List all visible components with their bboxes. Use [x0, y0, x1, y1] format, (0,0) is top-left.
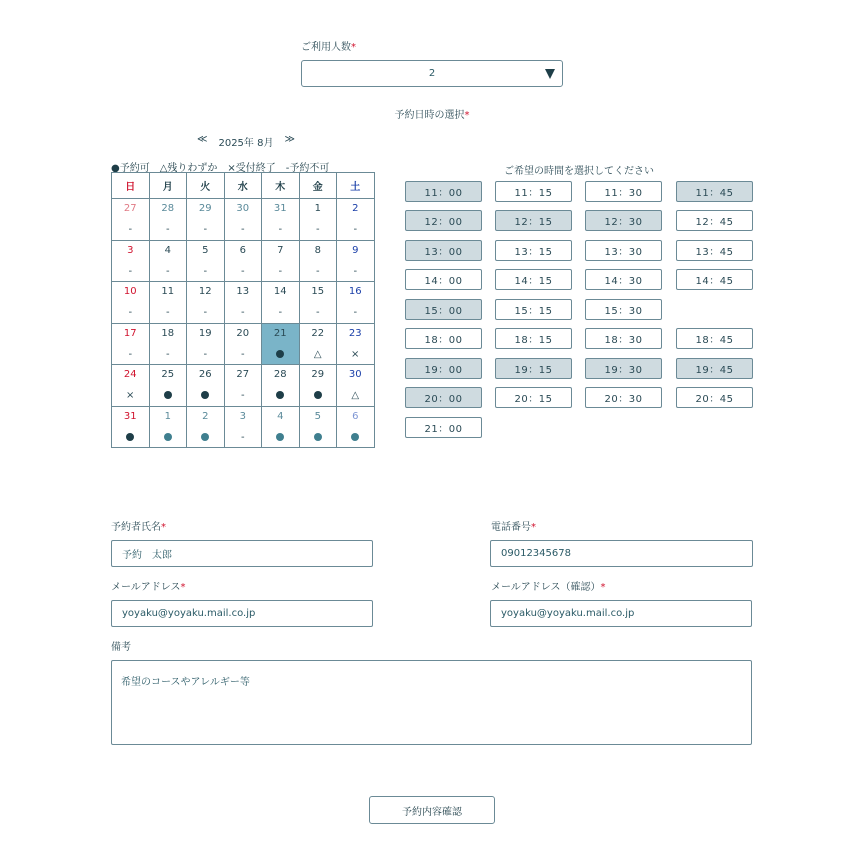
availability-mark: -: [240, 390, 245, 401]
availability-mark: -: [240, 431, 245, 443]
availability-mark: -: [203, 348, 208, 360]
notes-textarea[interactable]: [111, 660, 752, 745]
time-slot-button[interactable]: 14：45: [676, 269, 753, 290]
availability-mark: -: [240, 307, 245, 318]
day-number: 4: [164, 244, 171, 256]
day-number: 3: [127, 244, 134, 256]
time-slot-button[interactable]: 14：15: [495, 269, 572, 290]
party-size-select[interactable]: [301, 60, 563, 87]
availability-mark: -: [128, 307, 133, 318]
email-label: メールアドレス*: [111, 582, 186, 593]
calendar-day: [224, 199, 262, 241]
weekday-header: 金: [299, 173, 337, 199]
calendar-day[interactable]: [262, 365, 300, 407]
confirm-reservation-button[interactable]: [369, 796, 495, 824]
calendar-day: [187, 240, 225, 282]
email-value: yoyaku@yoyaku.mail.co.jp: [122, 608, 256, 619]
time-slot-button[interactable]: 18：15: [495, 328, 572, 349]
calendar-day: [224, 406, 262, 448]
time-slot-button[interactable]: 12：00: [405, 210, 482, 231]
day-number: 27: [236, 369, 250, 380]
calendar-day: [299, 199, 337, 241]
calendar-day: [337, 240, 375, 282]
day-number: 18: [161, 327, 175, 339]
day-number: 27: [123, 203, 137, 214]
weekday-header: 日: [112, 173, 150, 199]
availability-mark: ×: [126, 390, 135, 401]
calendar-day: [149, 282, 187, 324]
available-dot-icon: [314, 433, 322, 441]
day-number: 13: [236, 286, 250, 297]
day-number: 1: [314, 203, 321, 214]
party-size-value: 2: [428, 68, 436, 79]
time-slot-button[interactable]: 20：00: [405, 387, 482, 408]
availability-mark: -: [240, 348, 245, 360]
calendar-day: [112, 240, 150, 282]
time-slot-button[interactable]: 13：30: [585, 240, 662, 261]
day-number: 16: [348, 286, 362, 297]
calendar-week: [112, 365, 375, 407]
time-slot-button[interactable]: 15：30: [585, 299, 662, 320]
calendar-week: [112, 323, 375, 365]
day-number: 1: [164, 410, 171, 422]
availability-mark: -: [278, 265, 283, 277]
available-dot-icon: [201, 391, 209, 399]
day-number: 21: [273, 327, 287, 339]
time-slot-button[interactable]: 21：00: [405, 417, 482, 438]
calendar-day[interactable]: [112, 406, 150, 448]
calendar-day: [299, 282, 337, 324]
availability-mark: [262, 349, 299, 360]
email-confirm-label: メールアドレス（確認）*: [491, 582, 606, 593]
day-number: 2: [352, 203, 359, 214]
required-mark: *: [464, 110, 470, 121]
weekday-header: 土: [337, 173, 375, 199]
name-input[interactable]: [111, 540, 373, 567]
calendar-day: [262, 240, 300, 282]
calendar-day[interactable]: [112, 365, 150, 407]
day-number: 24: [123, 369, 137, 380]
availability-mark: [337, 432, 374, 443]
current-month: 2025年 8月: [218, 138, 274, 149]
calendar-week: [112, 406, 375, 448]
day-number: 31: [273, 203, 287, 214]
weekday-header: 木: [262, 173, 300, 199]
time-slot-grid: [405, 181, 755, 441]
phone-label: 電話番号*: [491, 522, 536, 533]
availability-mark: [300, 390, 337, 401]
availability-mark: △: [351, 390, 360, 401]
availability-mark: -: [203, 265, 208, 277]
phone-input[interactable]: [490, 540, 753, 567]
day-number: 7: [277, 244, 284, 256]
calendar-day[interactable]: [337, 406, 375, 448]
calendar-day: [224, 323, 262, 365]
calendar-week: [112, 199, 375, 241]
availability-mark: -: [240, 265, 245, 277]
date-time-heading: 予約日時の選択*: [394, 110, 470, 121]
month-navigation: [197, 134, 295, 149]
availability-legend: ●予約可 △残りわずか ×受付終了 -予約不可: [111, 163, 330, 174]
availability-mark: -: [353, 307, 358, 318]
available-dot-icon: [351, 433, 359, 441]
availability-mark: -: [315, 265, 320, 277]
required-mark: *: [351, 42, 356, 53]
day-number: 23: [348, 327, 362, 339]
availability-mark: [112, 432, 149, 443]
calendar-day[interactable]: [187, 365, 225, 407]
phone-value: 09012345678: [501, 548, 571, 559]
email-confirm-input[interactable]: [490, 600, 752, 627]
weekday-header: 水: [224, 173, 262, 199]
day-number: 12: [198, 286, 212, 297]
time-slot-button[interactable]: 15：00: [405, 299, 482, 320]
notes-placeholder: 希望のコースやアレルギー等: [121, 677, 250, 688]
calendar-day: [299, 240, 337, 282]
email-input[interactable]: [111, 600, 373, 627]
available-dot-icon: [276, 391, 284, 399]
time-slot-button[interactable]: 18：30: [585, 328, 662, 349]
available-dot-icon: [201, 433, 209, 441]
notes-label: 備考: [111, 642, 131, 653]
day-number: 11: [161, 286, 175, 297]
availability-mark: [187, 432, 224, 443]
calendar-day[interactable]: [337, 323, 375, 365]
calendar-day: [149, 240, 187, 282]
required-mark: *: [531, 522, 536, 533]
calendar-week: [112, 240, 375, 282]
time-slot-button[interactable]: 11：30: [585, 181, 662, 202]
calendar-day: [224, 240, 262, 282]
available-dot-icon: [276, 433, 284, 441]
availability-mark: -: [240, 224, 245, 235]
next-month-button[interactable]: ≫: [284, 134, 295, 145]
calendar-day: [337, 199, 375, 241]
time-slot-button[interactable]: 14：30: [585, 269, 662, 290]
required-mark: *: [600, 582, 606, 593]
calendar-day: [262, 199, 300, 241]
calendar-day: [112, 323, 150, 365]
calendar-day[interactable]: [149, 365, 187, 407]
time-slot-button[interactable]: 19：15: [495, 358, 572, 379]
time-slot-button[interactable]: 19：45: [676, 358, 753, 379]
calendar-day: [187, 323, 225, 365]
day-number: 3: [239, 410, 246, 422]
calendar-day: [224, 365, 262, 407]
availability-mark: -: [165, 224, 170, 235]
availability-mark: -: [353, 224, 358, 235]
time-slot-button[interactable]: 18：00: [405, 328, 482, 349]
availability-mark: [262, 432, 299, 443]
time-slot-button[interactable]: 12：30: [585, 210, 662, 231]
day-number: 4: [277, 410, 284, 422]
name-label: 予約者氏名*: [111, 522, 166, 533]
availability-mark: ×: [351, 348, 360, 360]
day-number: 31: [123, 410, 137, 422]
availability-mark: -: [315, 224, 320, 235]
availability-mark: [300, 432, 337, 443]
availability-mark: -: [128, 265, 133, 277]
day-number: 19: [198, 327, 212, 339]
time-slot-button[interactable]: 15：15: [495, 299, 572, 320]
prev-month-button[interactable]: ≪: [197, 134, 208, 145]
available-dot-icon: [126, 433, 134, 441]
calendar: [111, 172, 375, 448]
time-slot-button[interactable]: 14：00: [405, 269, 482, 290]
availability-mark: [187, 390, 224, 401]
availability-mark: -: [165, 348, 170, 360]
time-slot-button[interactable]: 13：45: [676, 240, 753, 261]
day-number: 30: [236, 203, 250, 214]
time-slot-button[interactable]: 12：45: [676, 210, 753, 231]
time-slot-button[interactable]: 11：00: [405, 181, 482, 202]
time-slot-button[interactable]: 13：15: [495, 240, 572, 261]
day-number: 10: [123, 286, 137, 297]
day-number: 22: [311, 327, 325, 339]
calendar-day[interactable]: [187, 406, 225, 448]
time-slot-button[interactable]: 19：00: [405, 358, 482, 379]
availability-mark: -: [128, 224, 133, 235]
available-dot-icon: [164, 433, 172, 441]
availability-mark: -: [203, 224, 208, 235]
day-number: 28: [161, 203, 175, 214]
calendar-day[interactable]: [299, 365, 337, 407]
day-number: 5: [314, 410, 321, 422]
confirm-button-label: 予約内容確認: [402, 806, 462, 818]
required-mark: *: [161, 522, 166, 533]
availability-mark: [262, 390, 299, 401]
day-number: 30: [348, 369, 362, 380]
required-mark: *: [180, 582, 186, 593]
availability-mark: -: [278, 307, 283, 318]
time-slot-button[interactable]: 11：15: [495, 181, 572, 202]
day-number: 26: [198, 369, 212, 380]
available-dot-icon: [276, 350, 284, 358]
day-number: 6: [352, 410, 359, 422]
availability-mark: -: [165, 265, 170, 277]
availability-mark: -: [165, 307, 170, 318]
calendar-day: [187, 282, 225, 324]
availability-mark: -: [278, 224, 283, 235]
time-slot-button[interactable]: 20：45: [676, 387, 753, 408]
weekday-header: 月: [149, 173, 187, 199]
caret-down-icon: [545, 69, 555, 79]
available-dot-icon: [164, 391, 172, 399]
day-number: 5: [202, 244, 209, 256]
availability-mark: -: [203, 307, 208, 318]
calendar-day: [187, 199, 225, 241]
day-number: 20: [236, 327, 250, 339]
calendar-day[interactable]: [299, 323, 337, 365]
day-number: 15: [311, 286, 325, 297]
availability-mark: -: [353, 265, 358, 277]
time-slot-button[interactable]: 18：45: [676, 328, 753, 349]
day-number: 14: [273, 286, 287, 297]
calendar-day[interactable]: [262, 323, 300, 365]
party-size-label: ご利用人数*: [301, 42, 356, 53]
availability-mark: [150, 390, 187, 401]
day-number: 2: [202, 410, 209, 422]
availability-mark: [150, 432, 187, 443]
day-number: 25: [161, 369, 175, 380]
calendar-day[interactable]: [149, 406, 187, 448]
day-number: 6: [239, 244, 246, 256]
calendar-day[interactable]: [337, 365, 375, 407]
time-slot-button[interactable]: 20：30: [585, 387, 662, 408]
day-number: 29: [311, 369, 325, 380]
time-slot-button[interactable]: 20：15: [495, 387, 572, 408]
calendar-day: [224, 282, 262, 324]
calendar-day[interactable]: [262, 406, 300, 448]
day-number: 29: [198, 203, 212, 214]
calendar-day: [149, 323, 187, 365]
calendar-day: [149, 199, 187, 241]
time-slot-button[interactable]: 12：15: [495, 210, 572, 231]
calendar-day: [262, 282, 300, 324]
calendar-week: [112, 282, 375, 324]
availability-mark: △: [313, 348, 322, 360]
availability-mark: -: [128, 348, 133, 360]
calendar-day: [112, 282, 150, 324]
calendar-day[interactable]: [299, 406, 337, 448]
available-dot-icon: [314, 391, 322, 399]
time-heading: ご希望の時間を選択してください: [504, 166, 654, 177]
day-number: 9: [352, 244, 359, 256]
time-slot-button[interactable]: 13：00: [405, 240, 482, 261]
weekday-header: 火: [187, 173, 225, 199]
day-number: 28: [273, 369, 287, 380]
calendar-day: [112, 199, 150, 241]
day-number: 17: [123, 327, 137, 339]
time-slot-button[interactable]: 11：45: [676, 181, 753, 202]
email-confirm-value: yoyaku@yoyaku.mail.co.jp: [501, 608, 635, 619]
calendar-day: [337, 282, 375, 324]
time-slot-button[interactable]: 19：30: [585, 358, 662, 379]
day-number: 8: [314, 244, 321, 256]
availability-mark: -: [315, 307, 320, 318]
name-value: 予約 太郎: [122, 550, 172, 561]
